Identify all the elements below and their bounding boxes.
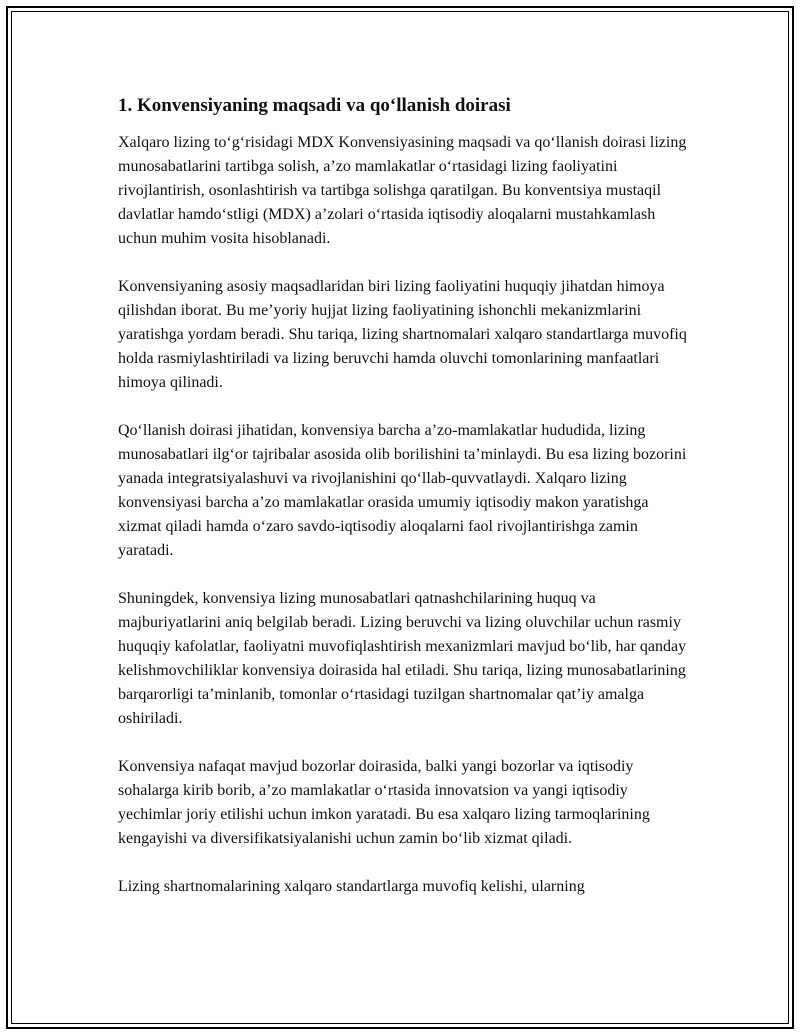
paragraph-3: Qo‘llanish doirasi jihatidan, konvensiya barcha a’zo-mamlakatlar hududida, lizing munosabatlari ilg‘or tajribalar asosida olib borilishini ta’minlaydi. Bu esa lizing bozorini yanada integratsiyalashuvi va rivojlanishini qo‘llab-quvvatlaydi. Xalqaro lizing konvensiyasi barcha a’zo mamlakatlar orasida umumiy iqtisodiy makon yaratishga xizmat qiladi hamda o‘zaro savdo-iqtisodiy aloqalarni faol rivojlantirishga zamin yaratadi. (118, 422, 687, 559)
paragraph-6: Lizing shartnomalarining xalqaro standartlarga muvofiq kelishi, ularning (118, 878, 585, 895)
section-heading: 1. Konvensiyaning maqsadi va qo‘llanish doirasi (118, 95, 511, 116)
paragraph-1: Xalqaro lizing to‘g‘risidagi MDX Konvensiyasining maqsadi va qo‘llanish doirasi lizing munosabatlarini tartibga solish, a’zo mamlakatlar o‘rtasidagi lizing faoliyatini rivojlantirish, osonlashtirish va tartibga solishga qaratilgan. Bu konventsiya mustaqil davlatlar hamdo‘stligi (MDX) a’zolari o‘rtasida iqtisodiy aloqalarni mustahkamlash uchun muhim vosita hisoblanadi. (118, 134, 687, 247)
paragraph-2: Konvensiyaning asosiy maqsadlaridan biri lizing faoliyatini huquqiy jihatdan himoya qilishdan iborat. Bu me’yoriy hujjat lizing faoliyatining ishonchli mekanizmlarini yaratishga yordam beradi. Shu tariqa, lizing shartnomalari xalqaro standartlarga muvofiq holda rasmiylashtiriladi va lizing beruvchi hamda oluvchi tomonlarining manfaatlari himoya qilinadi. (118, 278, 687, 391)
document-body (118, 94, 693, 923)
paragraph-4: Shuningdek, konvensiya lizing munosabatlari qatnashchilarining huquq va majburiyatlarini aniq belgilab beradi. Lizing beruvchi va lizing oluvchilar uchun rasmiy huquqiy kafolatlar, faoliyatni muvofiqlashtirish mexanizmlari mavjud bo‘lib, har qanday kelishmovchiliklar konvensiya doirasida hal etiladi. Shu tariqa, lizing munosabatlarining barqarorligi ta’minlanib, tomonlar o‘rtasidagi tuzilgan shartnomalar qat’iy amalga oshiriladi. (118, 590, 687, 727)
paragraph-5: Konvensiya nafaqat mavjud bozorlar doirasida, balki yangi bozorlar va iqtisodiy sohalarga kirib borib, a’zo mamlakatlar o‘rtasida innovatsion va yangi iqtisodiy yechimlar joriy etilishi uchun imkon yaratadi. Bu esa xalqaro lizing tarmoqlarining kengayishi va diversifikatsiyalanishi uchun zamin bo‘lib xizmat qiladi. (118, 758, 650, 847)
